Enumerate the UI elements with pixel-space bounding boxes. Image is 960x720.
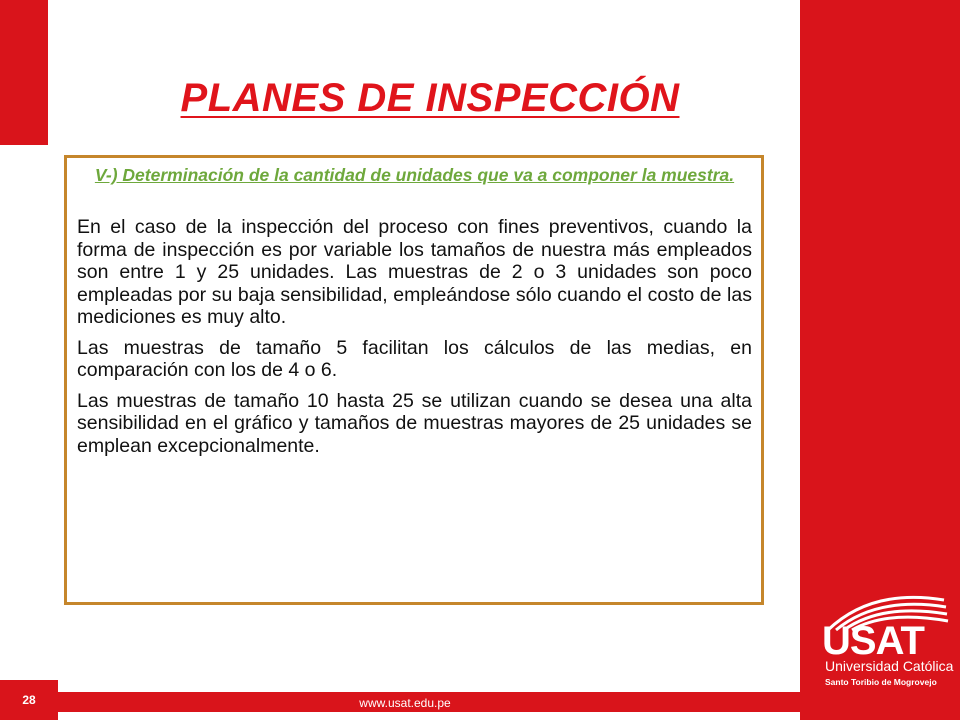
page-number: 28 [0, 680, 58, 720]
footer-url[interactable]: www.usat.edu.pe [359, 696, 451, 710]
content-box [64, 155, 764, 605]
paragraph-1: En el caso de la inspección del proceso con fines preventivos, cuando la forma de inspección es por variable los tamaños de nuestra más empleados son entre 1 y 25 unidades. Las muestras de 2 o 3 unidades son poco empleadas por su baja sensibilidad, empleándose sólo cuando el costo de las mediciones es muy alto. [77, 216, 752, 328]
logo-university-line: Universidad Católica [825, 658, 954, 674]
left-accent-bar [0, 0, 48, 145]
paragraph-3: Las muestras de tamaño 10 hasta 25 se utilizan cuando se desea una alta sensibilidad en el gráfico y tamaños de muestras mayores de 25 unidades se emplean excepcionalmente. [77, 389, 752, 457]
logo-wordmark: USAT [822, 619, 924, 663]
paragraph-2: Las muestras de tamaño 5 facilitan los cálculos de las medias, en comparación con los de 4 o 6. [77, 336, 752, 381]
usat-logo [822, 592, 952, 702]
logo-subtitle-line: Santo Toribio de Mogrovejo [825, 677, 937, 687]
slide-title: PLANES DE INSPECCIÓN [180, 76, 680, 120]
section-subtitle: V-) Determinación de la cantidad de unidades que va a componer la muestra. [94, 165, 735, 185]
footer-white-strip [58, 712, 800, 720]
